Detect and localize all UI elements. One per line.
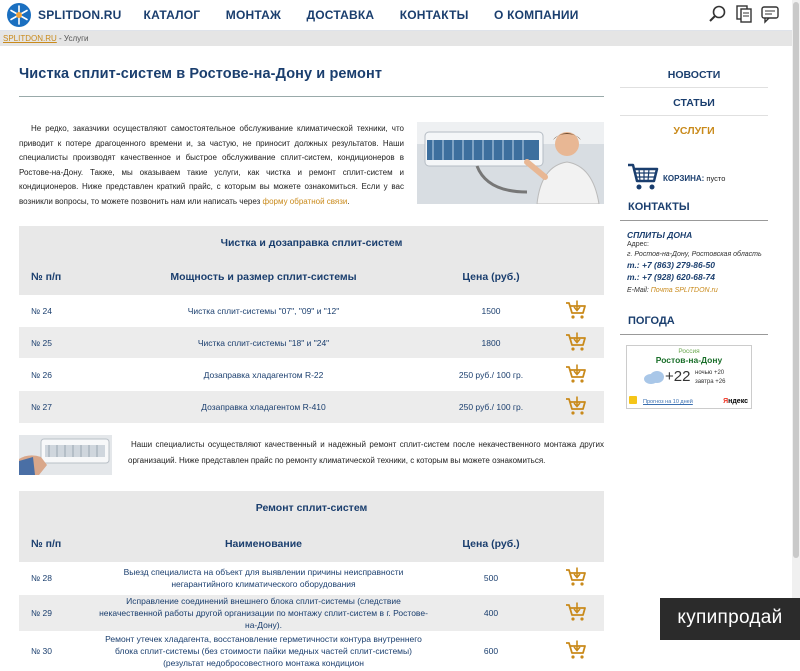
search-icon[interactable] (708, 4, 728, 24)
snowflake-logo-icon[interactable] (6, 2, 32, 28)
row-price: 500 (435, 562, 547, 594)
row-name: Ремонт утечек хладагента, восстановление герметичности контура внутреннего блока сплит-системы (без стоимости пайки медных частей сплит-системы) (результат недобросовестного монтажа кондицион (92, 631, 435, 671)
technician-cleaning-ac-image (417, 122, 604, 204)
shopping-cart-icon[interactable] (626, 159, 660, 193)
watermark-badge: купипродай (660, 598, 800, 640)
row-name: Дозаправка хладагентом R-22 (92, 359, 435, 391)
table1-header-name: Мощность и размер сплит-системы (92, 259, 435, 296)
nav-montage[interactable]: МОНТАЖ (226, 8, 281, 22)
repair-intro-section (19, 433, 604, 479)
breadcrumb-current: Услуги (64, 34, 89, 43)
intro-paragraph (19, 122, 404, 209)
ac-repair-image (19, 435, 112, 475)
table-row (19, 562, 604, 594)
breadcrumb (0, 31, 792, 46)
weather-tomorrow: завтра +26 (695, 378, 725, 387)
table2-header-name: Наименование (92, 526, 435, 563)
weather-forecast-short (695, 369, 725, 387)
documents-icon[interactable] (734, 4, 754, 24)
chat-icon[interactable] (760, 4, 780, 24)
cart-value: пусто (704, 174, 725, 183)
row-num: № 27 (19, 391, 92, 423)
add-to-cart-icon[interactable] (565, 364, 587, 384)
row-num: № 26 (19, 359, 92, 391)
table1-title: Чистка и дозаправка сплит-систем (19, 226, 604, 259)
phone2-value[interactable]: +7 (928) 620-68-74 (642, 272, 715, 282)
feedback-form-link[interactable]: форму обратной связи (263, 197, 348, 206)
row-price: 1800 (435, 327, 547, 359)
sidebar-link-services[interactable]: УСЛУГИ (620, 116, 768, 143)
contacts-block (620, 230, 768, 296)
add-to-cart-icon[interactable] (565, 640, 587, 660)
main-content (19, 46, 604, 671)
weather-city: Ростов-на-Дону (627, 355, 751, 365)
top-bar (0, 0, 792, 31)
page-scrollbar[interactable] (792, 0, 800, 640)
row-price: 1500 (435, 296, 547, 327)
header-icons (708, 4, 780, 24)
row-name: Чистка сплит-системы "07", "09" и "12" (92, 296, 435, 327)
cart-widget[interactable] (620, 143, 768, 199)
row-num: № 25 (19, 327, 92, 359)
row-name: Исправление соединений внешнего блока сплит-системы (следствие некачественной работы другой организации по монтажу сплит-систем в г. Ростове-на-Дону). (92, 594, 435, 631)
weather-title: ПОГОДА (620, 315, 768, 335)
weather-temp: +22 (665, 368, 690, 385)
nav-about[interactable]: О КОМПАНИИ (494, 8, 579, 22)
table-row (19, 327, 604, 359)
site-logo-text[interactable]: SPLITDON.RU (38, 8, 122, 22)
sidebar-link-articles[interactable]: СТАТЬИ (620, 88, 768, 116)
sidebar-link-news[interactable]: НОВОСТИ (620, 60, 768, 88)
row-price: 250 руб./ 100 гр. (435, 359, 547, 391)
weather-region: Россия (627, 348, 751, 355)
table-row (19, 359, 604, 391)
intro-section (19, 122, 604, 222)
nav-contacts[interactable]: КОНТАКТЫ (400, 8, 469, 22)
email-label: E-Mail: (627, 287, 651, 294)
add-to-cart-icon[interactable] (565, 567, 587, 587)
intro-end: . (347, 197, 349, 206)
nav-catalog[interactable]: КАТАЛОГ (144, 8, 201, 22)
phone1-label: т.: (627, 260, 642, 270)
breadcrumb-home[interactable]: SPLITDON.RU (3, 34, 57, 43)
phone2-label: т.: (627, 272, 642, 282)
row-name: Выезд специалиста на объект для выявлении причины неисправности негарантийного климатического оборудования (92, 562, 435, 594)
email-link[interactable]: Почта SPLITDON.ru (651, 287, 718, 294)
company-name: СПЛИТЫ ДОНА (627, 230, 768, 240)
weather-widget[interactable] (626, 345, 752, 409)
table2-header-price: Цена (руб.) (435, 526, 547, 563)
main-nav (144, 6, 600, 24)
add-to-cart-icon[interactable] (565, 602, 587, 622)
add-to-cart-icon[interactable] (565, 396, 587, 416)
table1-header-num: № п/п (19, 259, 92, 296)
weather-night: ночью +20 (695, 369, 725, 378)
yandex-logo-rest: ндекс (728, 398, 748, 405)
yandex-logo (723, 398, 748, 405)
yandex-weather-icon (629, 396, 637, 404)
add-to-cart-icon[interactable] (565, 332, 587, 352)
address-label: Адрес: (627, 240, 768, 250)
table-row (19, 391, 604, 423)
nav-delivery[interactable]: ДОСТАВКА (307, 8, 375, 22)
page-title: Чистка сплит-систем в Ростове-на-Дону и ремонт (19, 66, 604, 97)
table-row (19, 296, 604, 327)
contacts-title: КОНТАКТЫ (620, 201, 768, 221)
row-num: № 30 (19, 631, 92, 671)
add-to-cart-icon[interactable] (565, 300, 587, 320)
cleaning-price-table (19, 226, 604, 423)
table2-title: Ремонт сплит-систем (19, 491, 604, 526)
yandex-logo-ya: Я (723, 398, 728, 405)
table1-header-cart (547, 259, 604, 296)
row-price: 400 (435, 594, 547, 631)
breadcrumb-separator: - (57, 34, 64, 43)
row-price: 600 (435, 631, 547, 671)
repair-intro-text: Наши специалисты осуществляют качественный и надежный ремонт сплит-систем после некачественного монтажа других организаций. Ниже представлен прайс по ремонту климатической техники, с которым вы можете ознакомиться. (128, 437, 604, 469)
table2-header-num: № п/п (19, 526, 92, 563)
row-name: Дозаправка хладагентом R-410 (92, 391, 435, 423)
cart-label: КОРЗИНА: (663, 174, 704, 183)
phone1-value[interactable]: +7 (863) 279-86-50 (642, 260, 715, 270)
cloud-icon (643, 370, 665, 384)
table1-header-price: Цена (руб.) (435, 259, 547, 296)
address-value: г. Ростов-на-Дону, Ростовская область (627, 250, 768, 260)
row-num: № 28 (19, 562, 92, 594)
cart-status (663, 174, 725, 183)
intro-text: Не редко, заказчики осуществляют самостоятельное обслуживание климатической техники, что приводит к потере драгоценного времени и, за частую, не приносит должных результатов. Наши специалисты производят качественное и быстрое обслуживание сплит-систем, кондиционеров в Ростове-на-Дону. Также, мы оказываем такие услуги, как чистка и ремонт сплит-систем и кондиционеров. Ниже представлен краткий прайс, с которым вы можете ознакомиться. Если у вас возникли вопросы, то можете позвонить нам или написать через (19, 124, 404, 206)
table-row (19, 594, 604, 631)
row-num: № 29 (19, 594, 92, 631)
sidebar (620, 60, 768, 409)
weather-10-day-link[interactable]: Прогноз на 10 дней (643, 399, 693, 405)
table-row (19, 631, 604, 671)
table2-header-row (19, 526, 604, 563)
row-num: № 24 (19, 296, 92, 327)
row-price: 250 руб./ 100 гр. (435, 391, 547, 423)
table1-header-row (19, 259, 604, 296)
repair-price-table (19, 491, 604, 671)
row-name: Чистка сплит-системы "18" и "24" (92, 327, 435, 359)
scrollbar-thumb[interactable] (793, 2, 799, 558)
table2-header-cart (547, 526, 604, 563)
